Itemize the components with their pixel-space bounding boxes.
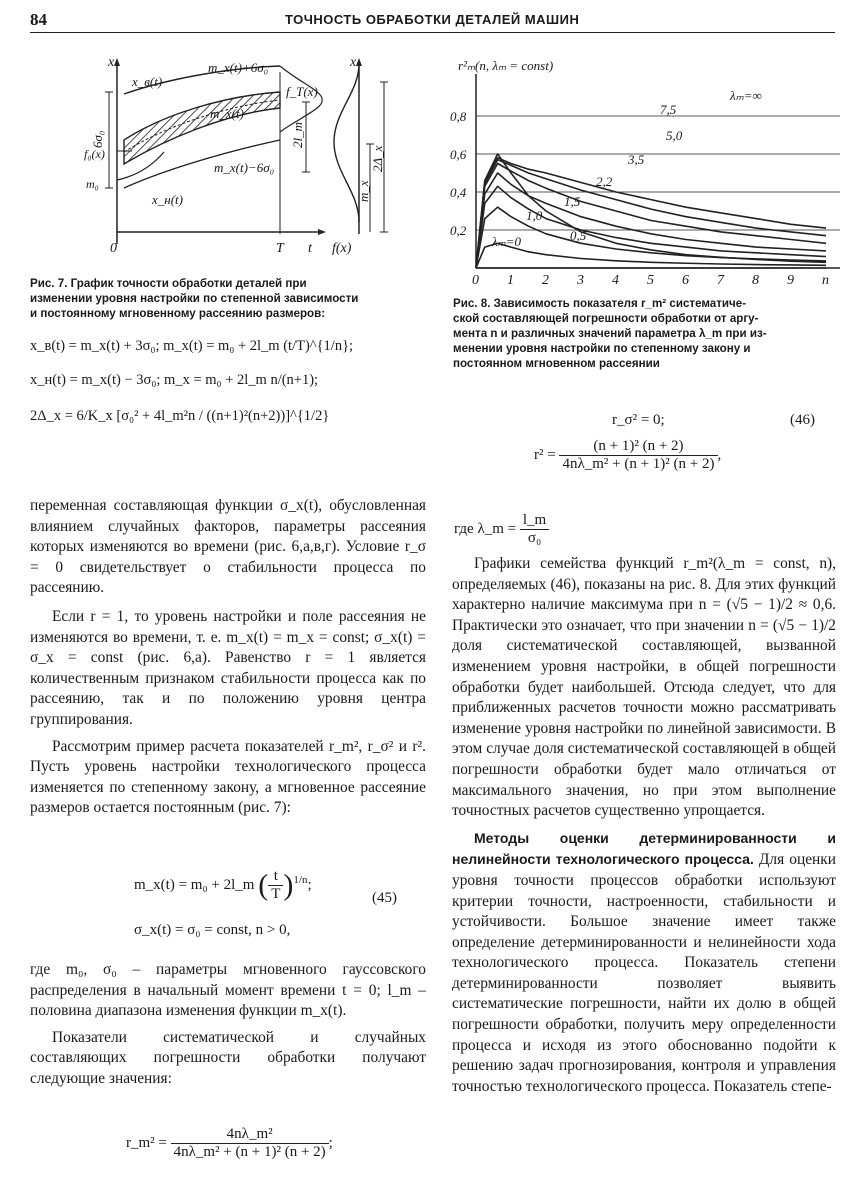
fig7-x-axis-right: x: [350, 55, 357, 70]
figure-8-caption: Рис. 8. Зависимость показателя r_m² систематиче- ской составляющей погрешности обработки от аргу- мента n и различных значений параметра λ_m при из- менении уровня настройки по степенному закону и постоянном мгновенном рассеянии: [453, 297, 767, 370]
fig8-curve-label: 3,5: [628, 152, 645, 167]
eq-rm: r_m² = $\frac{\text{4nλ\_m²}}{\text{4nλ\_m² + (n + 1)² (n + 2)}}$ ;: [126, 1126, 333, 1160]
fig8-curve-label: λₘ=∞: [730, 88, 762, 103]
right-p2: Методы оценки детерминированности и нелинейности технологического процесса. Для оценки уровня точности процессов обработки используют критерии точности, настроенности, стабильности и устойчивости. Большое значение имеет также определение детерминированности и нелинейности хода технологического процесса. Показатель степени детерминированности позволяет выявить систематические погрешности, найти их долю в общей погрешности обработки, получить меру определенности процесса и исходя из этого обоснованно подойти к решению задач прогнозирования, контроля и управления точностью технологического процесса. Показатель степе-: [452, 829, 836, 1095]
fig7-x-axis: x: [108, 55, 115, 70]
fig8-series-line: [476, 243, 826, 268]
fig7-ft-label: f_T(x): [286, 84, 318, 99]
left-p4: где m₀, σ₀ – параметры мгновенного гауссовского распределения в начальный момент времени t = 0; l_m – половина диапазона изменения функции m_x(t).: [30, 961, 426, 1020]
fig7-fx-label: f(x): [332, 241, 352, 256]
fig8-x-tick: 3: [577, 273, 584, 286]
fig7-mx-label: m_x(t): [210, 106, 244, 121]
where-lambda: где λ_m = $\frac{l\_m}{\text{σ₀}}$: [454, 512, 549, 547]
figure-8: [448, 56, 843, 286]
fig7-2lm-label: 2l_m: [290, 122, 305, 148]
eq45-number: (45): [372, 890, 397, 906]
fig8-y-title: r²ₘ(n, λₘ = const): [458, 58, 554, 73]
page-header: [30, 10, 835, 33]
fig7-origin: 0: [110, 241, 117, 256]
fig7-eq2: x_н(t) = m_x(t) − 3σ₀; m_x = m₀ + 2l_m n/(n+1);: [30, 372, 319, 388]
fig8-x-tick: 1: [507, 273, 514, 286]
fig8-curve-label: λₘ=0: [492, 234, 522, 249]
fig8-y-tick: 0,4: [450, 185, 467, 200]
fig7-2delta-label: 2Δ_x: [370, 145, 385, 172]
fig8-x-tick: 0: [472, 273, 479, 286]
fig8-x-tick: 4: [612, 273, 619, 286]
left-column: [30, 496, 426, 819]
left-column-lower: [30, 960, 426, 1090]
fig8-x-tick: 9: [787, 273, 794, 286]
eq46-a: r_σ² = 0;: [612, 412, 665, 428]
left-p3: Рассмотрим пример расчета показателей r_m², r_σ² и r². Пусть уровень настройки технологического процесса изменяется по степенному закону, а мгновенное рассеяние размеров остается постоянным (рис. 7):: [30, 737, 426, 817]
fig7-xb-label: x_в(t): [132, 74, 163, 89]
fig7-mx-right: m_x: [356, 180, 371, 202]
right-p1: Графики семейства функций r_m²(λ_m = const, n), определяемых (46), показаны на рис. 8. Для этих функций характерно наличие максимума при n = (√5 − 1)/2 ≈ 0,6. Практически это означает, что при значении n = (√5 − 1)/2 доля систематической составляющей, вызванной изменением уровня настройки, в общей погрешности обработки будет наибольшей. Отсюда следует, что для приближенных расчетов точности можно рассматривать изменение уровня настройки по линейной зависимости. В этом случае доля систематической составляющей в общей погрешности обработки будет мало отличаться от максимального значения, но при этом выполнение точностных расчетов существенно упрощается.: [452, 555, 836, 820]
fig8-x-tick: 7: [717, 273, 724, 286]
fig8-x-tick: 2: [542, 273, 549, 286]
fig7-xn-label: x_н(t): [152, 192, 183, 207]
fig8-y-tick: 0,6: [450, 147, 467, 162]
fig8-x-tick: 5: [647, 273, 654, 286]
fig7-t-axis: t: [308, 241, 312, 256]
fig7-mx-minus-label: m_x(t)−6σ₀: [214, 160, 275, 175]
fig8-x-tick: 8: [752, 273, 759, 286]
fig8-series-line: [476, 186, 826, 268]
fig8-curve-label: 1,0: [526, 208, 543, 223]
fig8-curve-label: 0,5: [570, 228, 587, 243]
fig8-x-tick: 6: [682, 273, 689, 286]
fig8-y-tick: 0,2: [450, 223, 467, 238]
eq45-a: m_x(t) = m₀ + 2l_m ( $\frac{t}{T}$ )$^{1/n}$;: [134, 868, 312, 902]
left-p1: переменная составляющая функции σ_x(t), обусловленная влиянием случайных факторов, параметры рассеяния которых изменяются во времени (рис. 6,а,в,г). Условие r_σ = 0 свидетельствует о стабильности процесса по рассеянию.: [30, 497, 426, 597]
fig8-curve-label: 5,0: [666, 128, 683, 143]
fig7-mo-label: m₀: [86, 177, 99, 191]
fig7-6sigma-label: 6σ₀: [90, 130, 105, 148]
eq45-b: σ_x(t) = σ₀ = const, n > 0,: [134, 922, 291, 938]
fig7-fo-label: f₀(x): [84, 147, 105, 161]
fig8-curve-label: 1,5: [564, 194, 581, 209]
eq46-number: (46): [790, 412, 815, 428]
page-number: 84: [30, 10, 47, 29]
right-column: [452, 554, 836, 1097]
figure-7: [84, 52, 404, 258]
left-p2: Если r = 1, то уровень настройки и поле рассеяния не изменяются во времени, т. е. m_x(t) = m_x = const; σ_x(t) = σ_x = const (рис. 6,а). Равенство r = 1 является количественным признаком стабильности процесса как по рассеянию, так и по положению уровня центра группирования.: [30, 607, 426, 728]
fig7-mx-plus-label: m_x(t)+6σ₀: [208, 60, 269, 75]
fig7-eq3: 2Δ_x = 6/K_x [σ₀² + 4l_m²n / ((n+1)²(n+2))]^{1/2}: [30, 408, 330, 424]
section-heading: Методы оценки детерминированности и нелинейности технологического процесса.: [452, 829, 836, 868]
left-p5: Показатели систематической и случайных составляющих погрешности обработки получают следующие значения:: [30, 1028, 426, 1087]
fig8-curve-label: 7,5: [660, 102, 677, 117]
eq46-b: r² = $\frac{\text{(n + 1)² (n + 2)}}{\text{4nλ\_m² + (n + 1)² (n + 2)}}$ ,: [534, 438, 722, 472]
figure-7-caption: Рис. 7. График точности обработки деталей при изменении уровня настройки по степенной зависимости и постоянному мгновенному рассеянию размеров:: [30, 277, 359, 320]
fig8-y-tick: 0,8: [450, 109, 467, 124]
figure-7-formulas: [30, 334, 432, 428]
fig8-curve-label: 2,2: [596, 174, 613, 189]
fig7-eq1: x_в(t) = m_x(t) + 3σ₀; m_x(t) = m₀ + 2l_m (t/T)^{1/n};: [30, 338, 354, 354]
running-title: ТОЧНОСТЬ ОБРАБОТКИ ДЕТАЛЕЙ МАШИН: [285, 12, 580, 27]
fig7-t-big: T: [276, 241, 284, 256]
fig8-x-tick: n: [822, 273, 829, 286]
